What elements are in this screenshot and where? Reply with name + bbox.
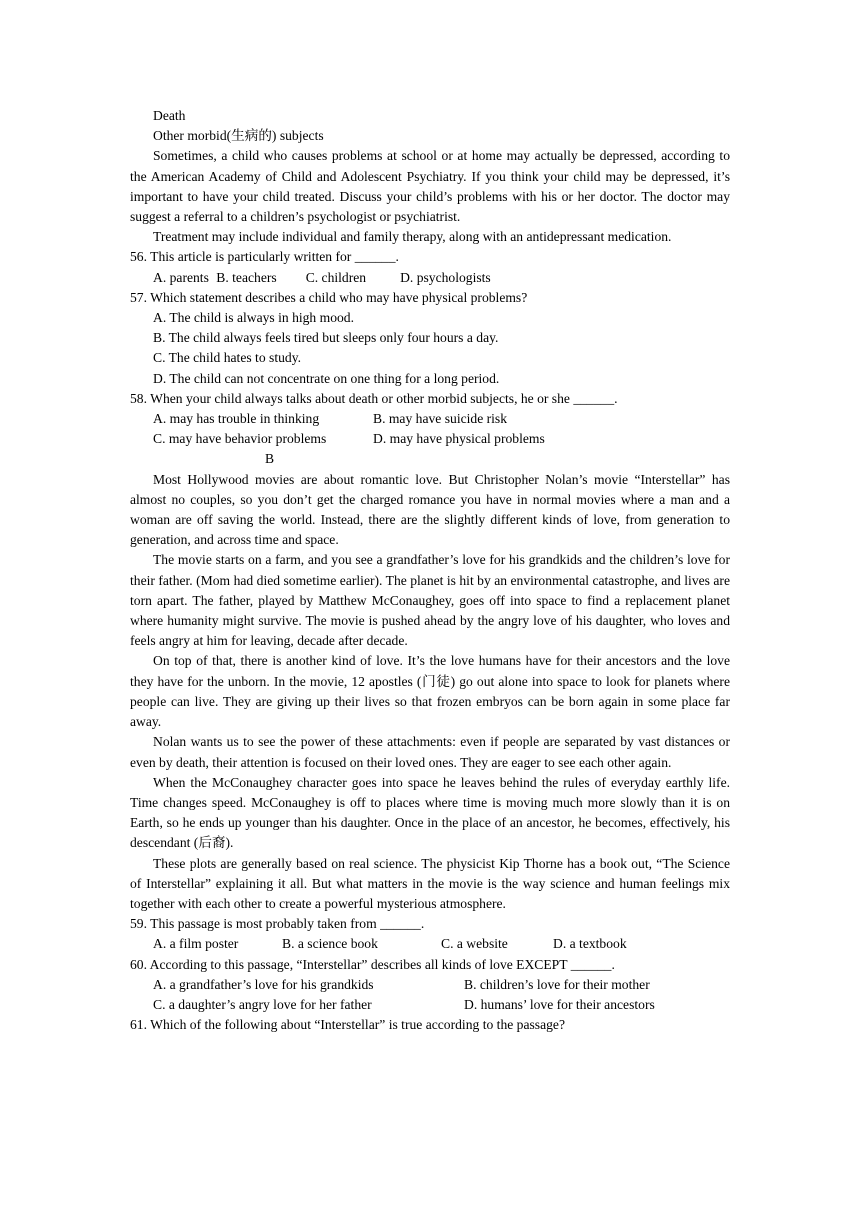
question-56-options <box>130 268 730 288</box>
list-line-death: Death <box>153 108 186 123</box>
option-c: C. The child hates to study. <box>153 350 302 366</box>
question-59-stem: 59. This passage is most probably taken from ______. <box>130 916 425 932</box>
option-b: B. a science book <box>282 936 378 952</box>
document-page <box>130 106 730 1035</box>
option-c: C. a daughter’s angry love for her father <box>153 996 372 1012</box>
paragraph: Most Hollywood movies are about romantic love. But Christopher Nolan’s movie “Interstellar” has almost no couples, so you don’t get the charged romance you have in normal movies where a man and a woman are off saving the world. Instead, there are the slightly different kinds of love, from generation to generation, and across time and space. <box>130 471 730 548</box>
option-b: B. children’s love for their mother <box>464 976 650 992</box>
option-d: D. may have physical problems <box>373 431 545 447</box>
option-a: A. parents <box>153 269 209 285</box>
option-a: A. a film poster <box>153 936 239 952</box>
option-d: D. a textbook <box>553 936 627 952</box>
paragraph: Treatment may include individual and family therapy, along with an antidepressant medication. <box>153 229 672 245</box>
option-c: C. a website <box>441 936 508 952</box>
option-d: D. humans’ love for their ancestors <box>464 996 655 1012</box>
paragraph: On top of that, there is another kind of love. It’s the love humans have for their ancestors and the love they have for the unborn. In the movie, 12 apostles (门徒) go out alone into space to look for planets where people can live. They are giving up their lives so that frozen embryos can be born again in some place far away. <box>130 653 730 730</box>
question-59-options <box>130 934 730 954</box>
question-60-options-row1 <box>130 975 730 995</box>
paragraph: Sometimes, a child who causes problems at school or at home may actually be depressed, according to the American Academy of Child and Adolescent Psychiatry. If you think your child may be depressed, it’s important to have your child treated. Discuss your child’s problems with his or her doctor. The doctor may suggest a referral to a children’s psychologist or psychiatrist. <box>130 148 730 225</box>
option-b: B. The child always feels tired but sleeps only four hours a day. <box>153 330 499 346</box>
question-60-stem: 60. According to this passage, “Interstellar” describes all kinds of love EXCEPT ______. <box>130 956 615 972</box>
option-d: D. The child can not concentrate on one thing for a long period. <box>153 370 500 386</box>
option-a: A. may has trouble in thinking <box>153 411 320 427</box>
paragraph: These plots are generally based on real science. The physicist Kip Thorne has a book out, “The Science of Interstellar” explaining it all. But what matters in the movie is the way science and human feelings mix together with each other to create a powerful mysterious atmosphere. <box>130 855 730 911</box>
section-b-label: B <box>265 451 275 467</box>
paragraph: Nolan wants us to see the power of these attachments: even if people are separated by vast distances or even by death, their attention is focused on their loved ones. They are eager to see each other again. <box>130 734 730 770</box>
paragraph: The movie starts on a farm, and you see a grandfather’s love for his grandkids and the children’s love for their father. (Mom had died sometime earlier). The planet is hit by an environmental catastrophe, and lives are torn apart. The father, played by Matthew McConaughey, goes off into space to find a replacement planet where humanity might survive. The movie is pushed ahead by the angry love of his daughter, who loves and feels angry at him for leaving, decade after decade. <box>130 552 730 649</box>
option-a: A. a grandfather’s love for his grandkids <box>153 976 374 992</box>
question-58-stem: 58. When your child always talks about death or other morbid subjects, he or she ______. <box>130 390 618 406</box>
question-60-options-row2 <box>130 995 730 1015</box>
question-58-options-row2 <box>130 429 730 449</box>
list-line-morbid: Other morbid(生病的) subjects <box>153 128 324 144</box>
option-c: C. may have behavior problems <box>153 431 327 447</box>
question-58-options-row1 <box>130 409 730 429</box>
option-a: A. The child is always in high mood. <box>153 310 354 326</box>
question-61-stem: 61. Which of the following about “Interstellar” is true according to the passage? <box>130 1017 565 1033</box>
paragraph: When the McConaughey character goes into space he leaves behind the rules of everyday earthly life. Time changes speed. McConaughey is off to places where time is moving much more slowly than it is on Earth, so he ends up younger than his daughter. Once in the place of an ancestor, he becomes, effectively, his descendant (后裔). <box>130 774 730 851</box>
question-57-stem: 57. Which statement describes a child who may have physical problems? <box>130 289 528 305</box>
option-b: B. teachers <box>216 269 277 285</box>
option-c: C. children <box>305 269 367 285</box>
option-d: D. psychologists <box>400 269 491 285</box>
question-56-stem: 56. This article is particularly written for ______. <box>130 249 399 265</box>
option-b: B. may have suicide risk <box>373 411 508 427</box>
